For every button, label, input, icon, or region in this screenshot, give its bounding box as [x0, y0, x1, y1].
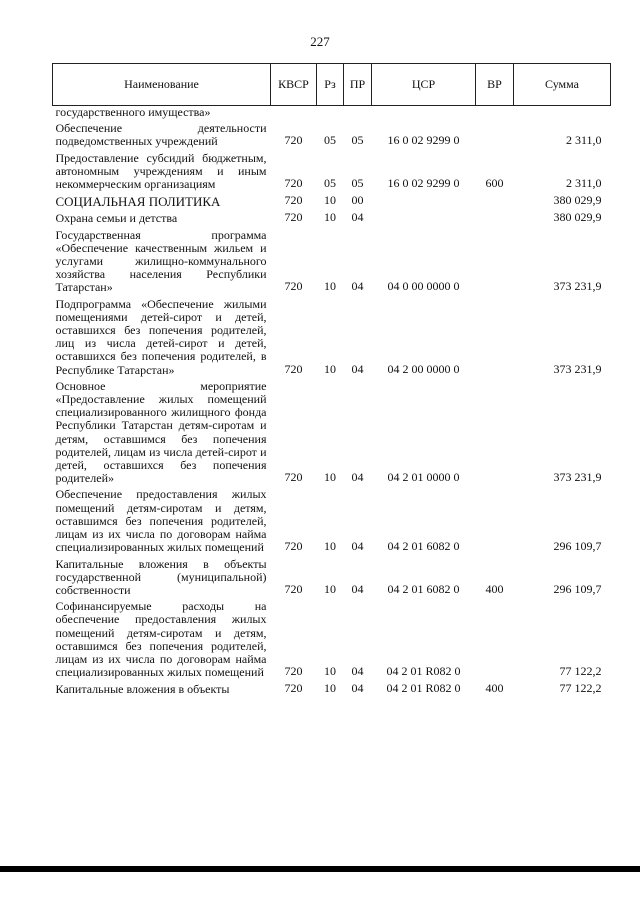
cell-name: Охрана семьи и детства — [55, 211, 178, 226]
cell-kvsr: 720 — [284, 176, 303, 191]
cell-pr: 05 — [351, 176, 364, 191]
table-row — [53, 106, 611, 120]
cell-sum: 2 311,0 — [565, 176, 602, 191]
cell-csr — [372, 208, 476, 225]
cell-kvsr: 720 — [284, 664, 303, 679]
cell-kvsr: 720 — [284, 279, 303, 294]
cell-vr — [476, 208, 514, 225]
table-body — [53, 106, 611, 697]
cell-name: государственного имущества» — [55, 105, 211, 119]
cell-vr — [476, 119, 514, 148]
cell-csr: 16 0 02 9299 0 — [387, 133, 460, 148]
cell-name: Подпрограмма «Обеспечение жилыми помещениями детей-сирот и детей, оставшихся без попечения родителей, лиц из числа детей-сирот и детей, оставшихся без попечения родителей, в Республике Татарстан» — [55, 296, 267, 377]
table-row — [53, 208, 611, 225]
table-row — [53, 149, 611, 192]
cell-rz: 10 — [324, 193, 336, 208]
cell-vr: 400 — [485, 681, 504, 696]
cell-name: Капитальные вложения в объекты государственной (муниципальной) собственности — [55, 556, 267, 597]
cell-name: СОЦИАЛЬНАЯ ПОЛИТИКА — [55, 194, 221, 210]
cell-rz — [317, 106, 344, 120]
cell-sum: 373 231,9 — [553, 470, 602, 485]
cell-csr: 04 2 01 6082 0 — [387, 581, 460, 596]
cell-name: Обеспечение деятельности подведомственных учреждений — [55, 121, 267, 149]
cell-rz: 05 — [324, 133, 336, 148]
cell-name: Основное мероприятие «Предоставление жилых помещений специализированного жилищного фонда Республики Татарстан детям-сиротам и детям, оставшимся без попечения родителей, лицам из числа детей-сирот и детей, оставшихся без попечения родителей» — [55, 378, 267, 486]
cell-sum: 77 122,2 — [559, 664, 602, 679]
cell-pr: 00 — [351, 193, 364, 208]
cell-kvsr: 720 — [284, 210, 303, 225]
cell-name: Капитальные вложения в объекты — [55, 682, 230, 697]
header-csr: ЦСР — [372, 64, 476, 106]
cell-csr: 04 0 00 0000 0 — [387, 279, 460, 294]
cell-name: Предоставление субсидий бюджетным, автономным учреждениям и иным некоммерческим организациям — [55, 150, 267, 192]
cell-pr: 04 — [351, 279, 364, 294]
cell-rz: 10 — [324, 681, 336, 696]
cell-rz: 10 — [324, 470, 336, 485]
cell-csr: 04 2 01 0000 0 — [387, 470, 460, 485]
cell-csr: 04 2 01 R082 0 — [386, 681, 461, 696]
table-row — [53, 119, 611, 148]
cell-rz: 10 — [324, 279, 336, 294]
budget-table — [52, 63, 611, 697]
cell-csr — [372, 106, 476, 120]
cell-csr: 04 2 01 R082 0 — [386, 664, 461, 679]
cell-sum — [514, 106, 611, 120]
table-row — [53, 377, 611, 486]
header-vr: ВР — [476, 64, 514, 106]
cell-vr: 600 — [485, 176, 504, 191]
cell-vr — [476, 597, 514, 679]
table-row — [53, 555, 611, 598]
cell-sum: 296 109,7 — [553, 539, 602, 554]
cell-kvsr: 720 — [284, 581, 303, 596]
cell-rz: 10 — [324, 539, 336, 554]
table-row — [53, 295, 611, 377]
cell-kvsr — [271, 106, 317, 120]
table-row — [53, 679, 611, 696]
cell-rz: 10 — [324, 361, 336, 376]
cell-pr: 04 — [351, 210, 364, 225]
table-header — [53, 64, 611, 106]
cell-vr: 400 — [485, 581, 504, 596]
cell-vr — [476, 106, 514, 120]
cell-sum: 380 029,9 — [553, 193, 602, 208]
cell-name: Государственная программа «Обеспечение качественным жильем и услугами жилищно-коммунального хозяйства населения Республики Татарстан» — [55, 227, 267, 295]
cell-vr — [476, 377, 514, 486]
cell-pr: 04 — [351, 581, 364, 596]
cell-kvsr: 720 — [284, 133, 303, 148]
cell-sum: 373 231,9 — [553, 361, 602, 376]
cell-kvsr: 720 — [284, 681, 303, 696]
table-row — [53, 485, 611, 554]
cell-csr: 16 0 02 9299 0 — [387, 176, 460, 191]
cell-rz: 10 — [324, 581, 336, 596]
cell-rz: 05 — [324, 176, 336, 191]
cell-csr: 04 2 01 6082 0 — [387, 539, 460, 554]
cell-kvsr: 720 — [284, 193, 303, 208]
header-rz: Рз — [317, 64, 344, 106]
table-row — [53, 226, 611, 295]
cell-csr — [372, 191, 476, 208]
cell-rz: 10 — [324, 210, 336, 225]
cell-sum: 77 122,2 — [559, 681, 602, 696]
cell-csr: 04 2 00 0000 0 — [387, 361, 460, 376]
cell-kvsr: 720 — [284, 470, 303, 485]
cell-pr: 04 — [351, 664, 364, 679]
cell-name: Обеспечение предоставления жилых помещений детям-сиротам и детям, оставшимся без попечения родителей, лицам из их числа по договорам найма специализированных жилых помещений — [55, 487, 267, 555]
header-pr: ПР — [344, 64, 372, 106]
cell-pr — [344, 106, 372, 120]
cell-kvsr: 720 — [284, 539, 303, 554]
scan-bottom-bar — [0, 866, 640, 872]
header-sum: Сумма — [514, 64, 611, 106]
cell-vr — [476, 191, 514, 208]
table-row — [53, 191, 611, 208]
cell-name: Софинансируемые расходы на обеспечение предоставления жилых помещений детям-сиротам и детям, оставшимся без попечения родителей, лицам из их числа по договорам найма специализированных жилых помещений — [55, 599, 267, 680]
cell-pr: 04 — [351, 681, 364, 696]
table-row — [53, 597, 611, 679]
cell-pr: 05 — [351, 133, 364, 148]
cell-sum: 2 311,0 — [565, 133, 602, 148]
cell-pr: 04 — [351, 361, 364, 376]
cell-vr — [476, 485, 514, 554]
page-number: 227 — [310, 34, 330, 49]
cell-vr — [476, 295, 514, 377]
cell-vr — [476, 226, 514, 295]
cell-rz: 10 — [324, 664, 336, 679]
cell-kvsr: 720 — [284, 361, 303, 376]
header-name: Наименование — [53, 64, 271, 106]
cell-pr: 04 — [351, 539, 364, 554]
cell-sum: 380 029,9 — [553, 210, 602, 225]
cell-sum: 296 109,7 — [553, 581, 602, 596]
header-kvsr: КВСР — [271, 64, 317, 106]
cell-sum: 373 231,9 — [553, 279, 602, 294]
cell-pr: 04 — [351, 470, 364, 485]
